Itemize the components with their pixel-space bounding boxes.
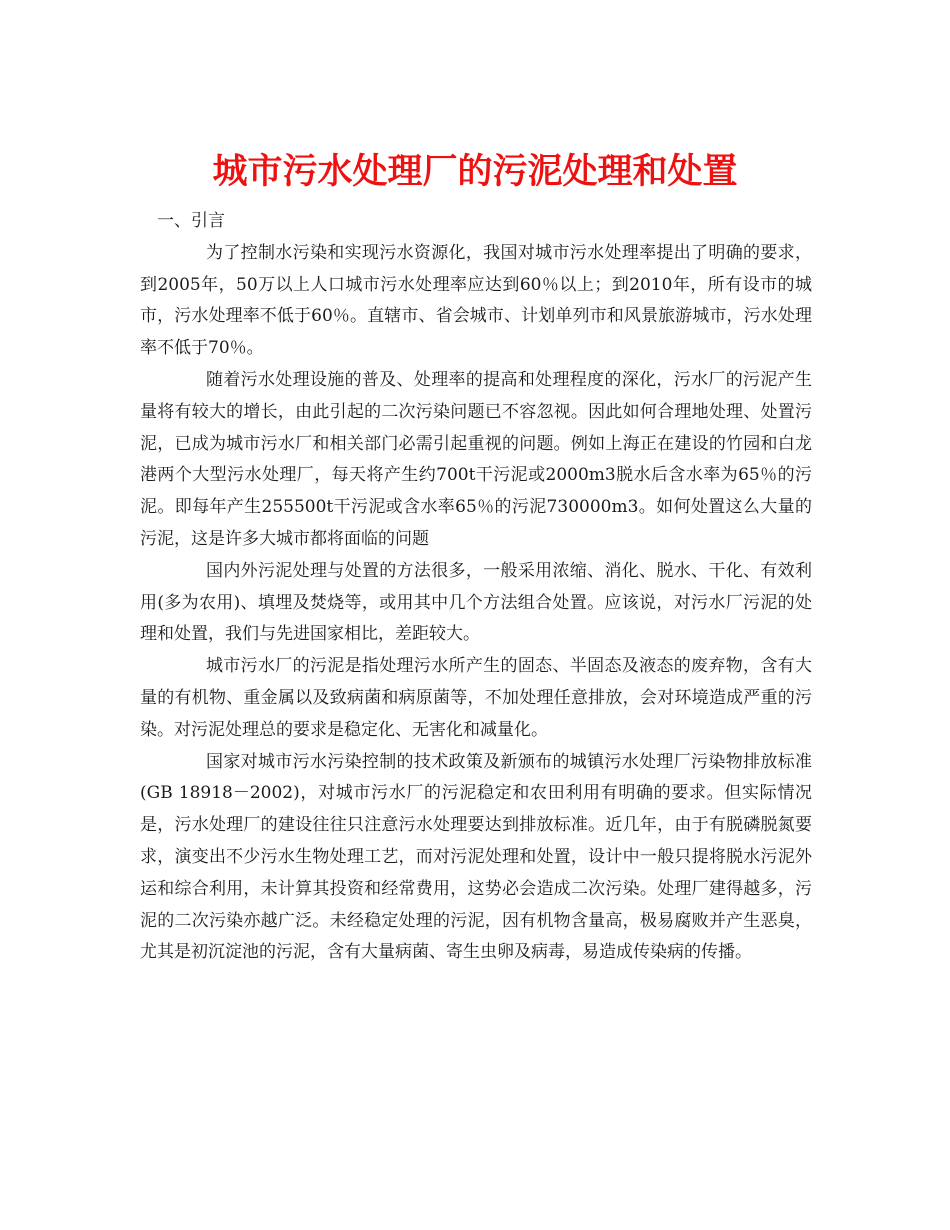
document-body [140,206,812,969]
paragraph-5: 国家对城市污水污染控制的技术政策及新颁布的城镇污水处理厂污染物排放标准(GB 18918－2002)，对城市污水厂的污泥稳定和农田利用有明确的要求。但实际情况是，污水处理厂的建设往往只注意污水处理要达到排放标准。近几年，由于有脱磷脱氮要求，演变出不少污水生物处理工艺，而对污泥处理和处置，设计中一般只提将脱水污泥外运和综合利用，未计算其投资和经常费用，这势必会造成二次污染。处理厂建得越多，污泥的二次污染亦越广泛。未经稳定处理的污泥，因有机物含量高，极易腐败并产生恶臭，尤其是初沉淀池的污泥，含有大量病菌、寄生虫卵及病毒，易造成传染病的传播。 [140,751,812,963]
paragraph-4: 城市污水厂的污泥是指处理污水所产生的固态、半固态及液态的废弃物，含有大量的有机物、重金属以及致病菌和病原菌等，不加处理任意排放，会对环境造成严重的污染。对污泥处理总的要求是稳定化、无害化和减量化。 [140,656,812,740]
document-title: 城市污水处理厂的污泥处理和处置 [212,151,738,193]
paragraph-2: 随着污水处理设施的普及、处理率的提高和处理程度的深化，污水厂的污泥产生量将有较大的增长，由此引起的二次污染问题已不容忽视。因此如何合理地处理、处置污泥，已成为城市污水厂和相关部门必需引起重视的问题。例如上海正在建设的竹园和白龙港两个大型污水处理厂，每天将产生约700t干污泥或2000m3脱水后含水率为65％的污泥。即每年产生255500t干污泥或含水率65％的污泥730000m3。如何处置这么大量的污泥，这是许多大城市都将面临的问题 [140,369,812,549]
paragraph-1: 为了控制水污染和实现污水资源化，我国对城市污水处理率提出了明确的要求，到2005年，50万以上人口城市污水处理率应达到60％以上；到2010年，所有设市的城市，污水处理率不低于60％。直辖市、省会城市、计划单列市和风景旅游城市，污水处理率不低于70％。 [140,242,812,359]
section-heading: 一、引言 [157,211,225,231]
paragraph-3: 国内外污泥处理与处置的方法很多，一般采用浓缩、消化、脱水、干化、有效利用(多为农用)、填埋及焚烧等，或用其中几个方法组合处置。应该说，对污水厂污泥的处理和处置，我们与先进国家相比，差距较大。 [140,560,812,645]
